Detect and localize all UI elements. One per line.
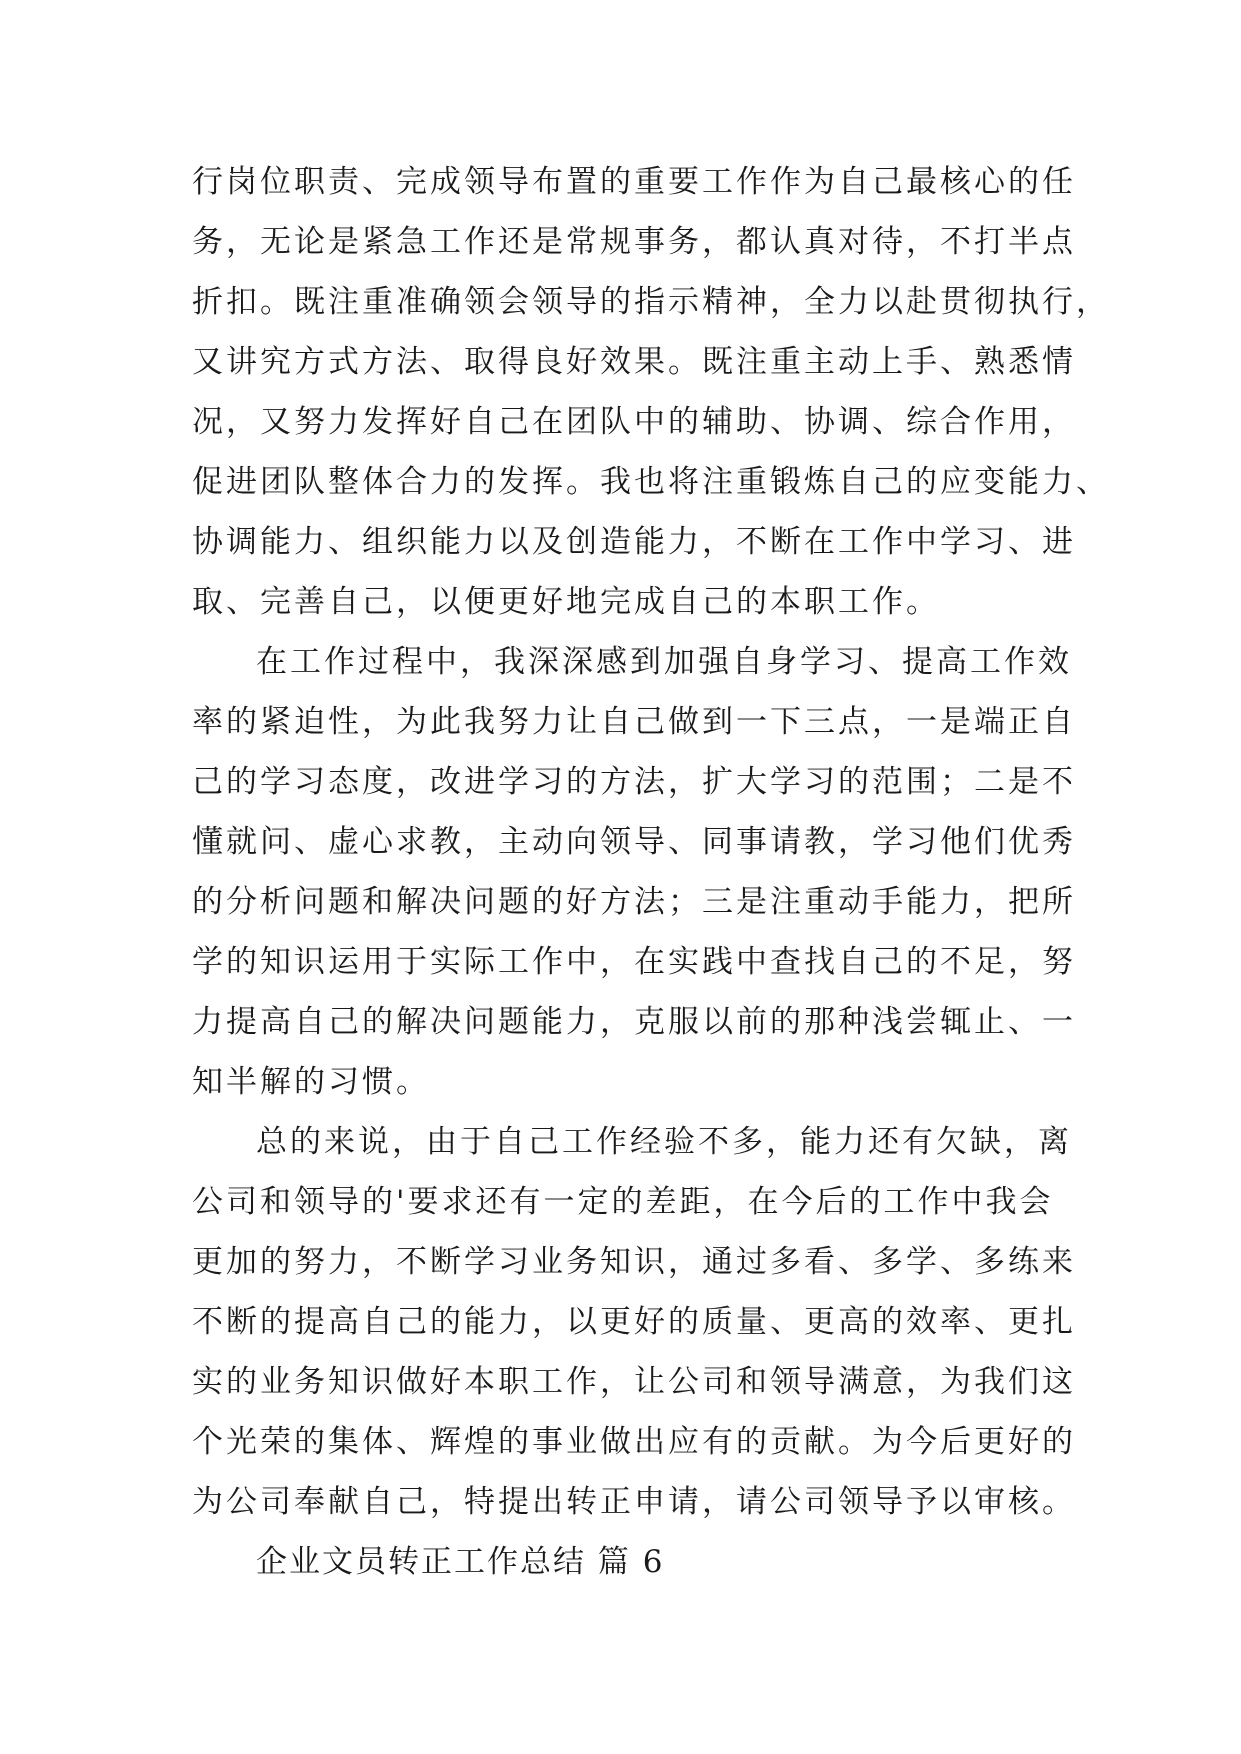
section-heading: 企业文员转正工作总结 篇 6 xyxy=(256,1544,665,1580)
paragraph-line: 务，无论是紧急工作还是常规事务，都认真对待，不打半点 xyxy=(192,224,1076,260)
paragraph-line: 公司和领导的'要求还有一定的差距，在今后的工作中我会 xyxy=(192,1184,1054,1220)
paragraph-line: 懂就问、虚心求教，主动向领导、同事请教，学习他们优秀 xyxy=(192,824,1076,860)
paragraph-line: 己的学习态度，改进学习的方法，扩大学习的范围；二是不 xyxy=(192,764,1076,800)
paragraph-line: 取、完善自己，以便更好地完成自己的本职工作。 xyxy=(192,584,940,620)
paragraph-line: 力提高自己的解决问题能力，克服以前的那种浅尝辄止、一 xyxy=(192,1004,1076,1040)
paragraph-line: 学的知识运用于实际工作中，在实践中查找自己的不足，努 xyxy=(192,944,1076,980)
paragraph-line: 率的紧迫性，为此我努力让自己做到一下三点，一是端正自 xyxy=(192,704,1076,740)
paragraph-3 xyxy=(192,1112,1076,1532)
paragraph-line: 促进团队整体合力的发挥。我也将注重锻炼自己的应变能力、 xyxy=(192,464,1110,500)
paragraph-line: 行岗位职责、完成领导布置的重要工作作为自己最核心的任 xyxy=(192,164,1076,200)
document-body xyxy=(192,152,1110,1592)
paragraph-line: 实的业务知识做好本职工作，让公司和领导满意，为我们这 xyxy=(192,1364,1076,1400)
paragraph-line: 况，又努力发挥好自己在团队中的辅助、协调、综合作用， xyxy=(192,404,1076,440)
paragraph-line: 不断的提高自己的能力，以更好的质量、更高的效率、更扎 xyxy=(192,1304,1076,1340)
paragraph-line: 的分析问题和解决问题的好方法；三是注重动手能力，把所 xyxy=(192,884,1076,920)
paragraph-line: 折扣。既注重准确领会领导的指示精神，全力以赴贯彻执行， xyxy=(192,284,1110,320)
paragraph-line: 更加的努力，不断学习业务知识，通过多看、多学、多练来 xyxy=(192,1244,1076,1280)
paragraph-1 xyxy=(192,152,1110,632)
paragraph-2 xyxy=(192,632,1076,1112)
paragraph-line: 总的来说，由于自己工作经验不多，能力还有欠缺，离 xyxy=(256,1124,1072,1160)
paragraph-line: 为公司奉献自己，特提出转正申请，请公司领导予以审核。 xyxy=(192,1484,1076,1520)
paragraph-line: 协调能力、组织能力以及创造能力，不断在工作中学习、进 xyxy=(192,524,1076,560)
paragraph-line: 又讲究方式方法、取得良好效果。既注重主动上手、熟悉情 xyxy=(192,344,1076,380)
paragraph-line: 在工作过程中，我深深感到加强自身学习、提高工作效 xyxy=(256,644,1072,680)
paragraph-line: 个光荣的集体、辉煌的事业做出应有的贡献。为今后更好的 xyxy=(192,1424,1076,1460)
paragraph-line: 知半解的习惯。 xyxy=(192,1064,430,1100)
